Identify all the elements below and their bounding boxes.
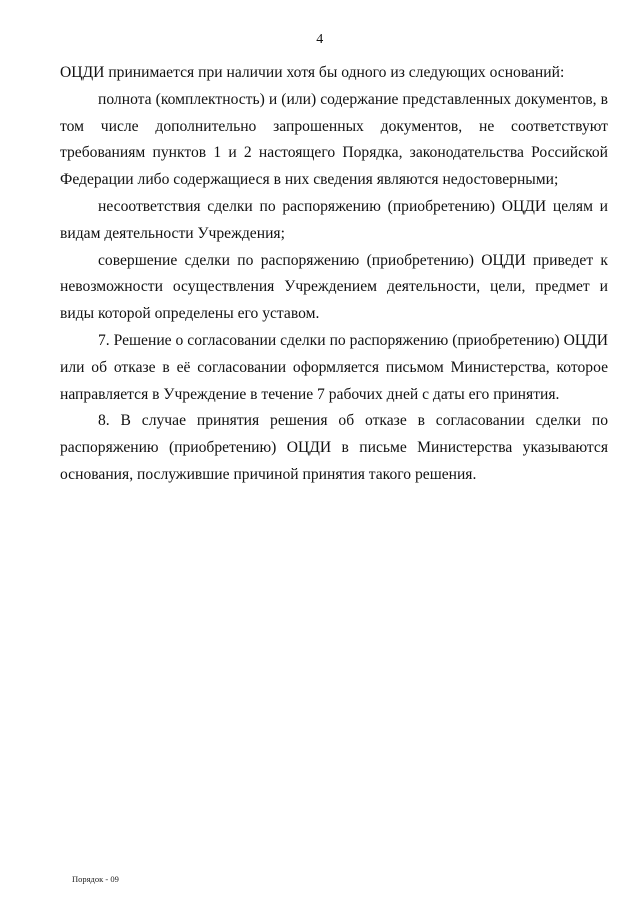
paragraph-ground-inconsistency: несоответствия сделки по распоряжению (приобретению) ОЦДИ целям и видам деятельности Учреждения; [60,197,608,242]
paragraph-ground-impossibility: совершение сделки по распоряжению (приобретению) ОЦДИ приведет к невозможности осуществления Учреждением деятельности, цели, предмет и виды которой определены его уставом. [60,251,608,323]
paragraph-item-8: 8. В случае принятия решения об отказе в согласовании сделки по распоряжению (приобретению) ОЦДИ в письме Министерства указываются основания, послужившие причиной принятия такого решения. [60,412,608,483]
paragraph-intro: ОЦДИ принимается при наличии хотя бы одного из следующих оснований: [60,64,565,81]
paragraph-ground-incomplete-documents: полнота (комплектность) и (или) содержание представленных документов, в том числе дополнительно запрошенных документов, не соответствуют требованиям пунктов 1 и 2 настоящего Порядка, законодательства Российской Федерации либо содержащиеся в них сведения являются недостоверными; [60,90,608,189]
footer-document-code: Порядок - 09 [72,874,119,884]
document-body [60,60,608,489]
page-number: 4 [316,32,324,47]
paragraph-item-7: 7. Решение о согласовании сделки по распоряжению (приобретению) ОЦДИ или об отказе в её согласовании оформляется письмом Министерства, которое направляется в Учреждение в течение 7 рабочих дней с даты его принятия. [60,331,608,403]
